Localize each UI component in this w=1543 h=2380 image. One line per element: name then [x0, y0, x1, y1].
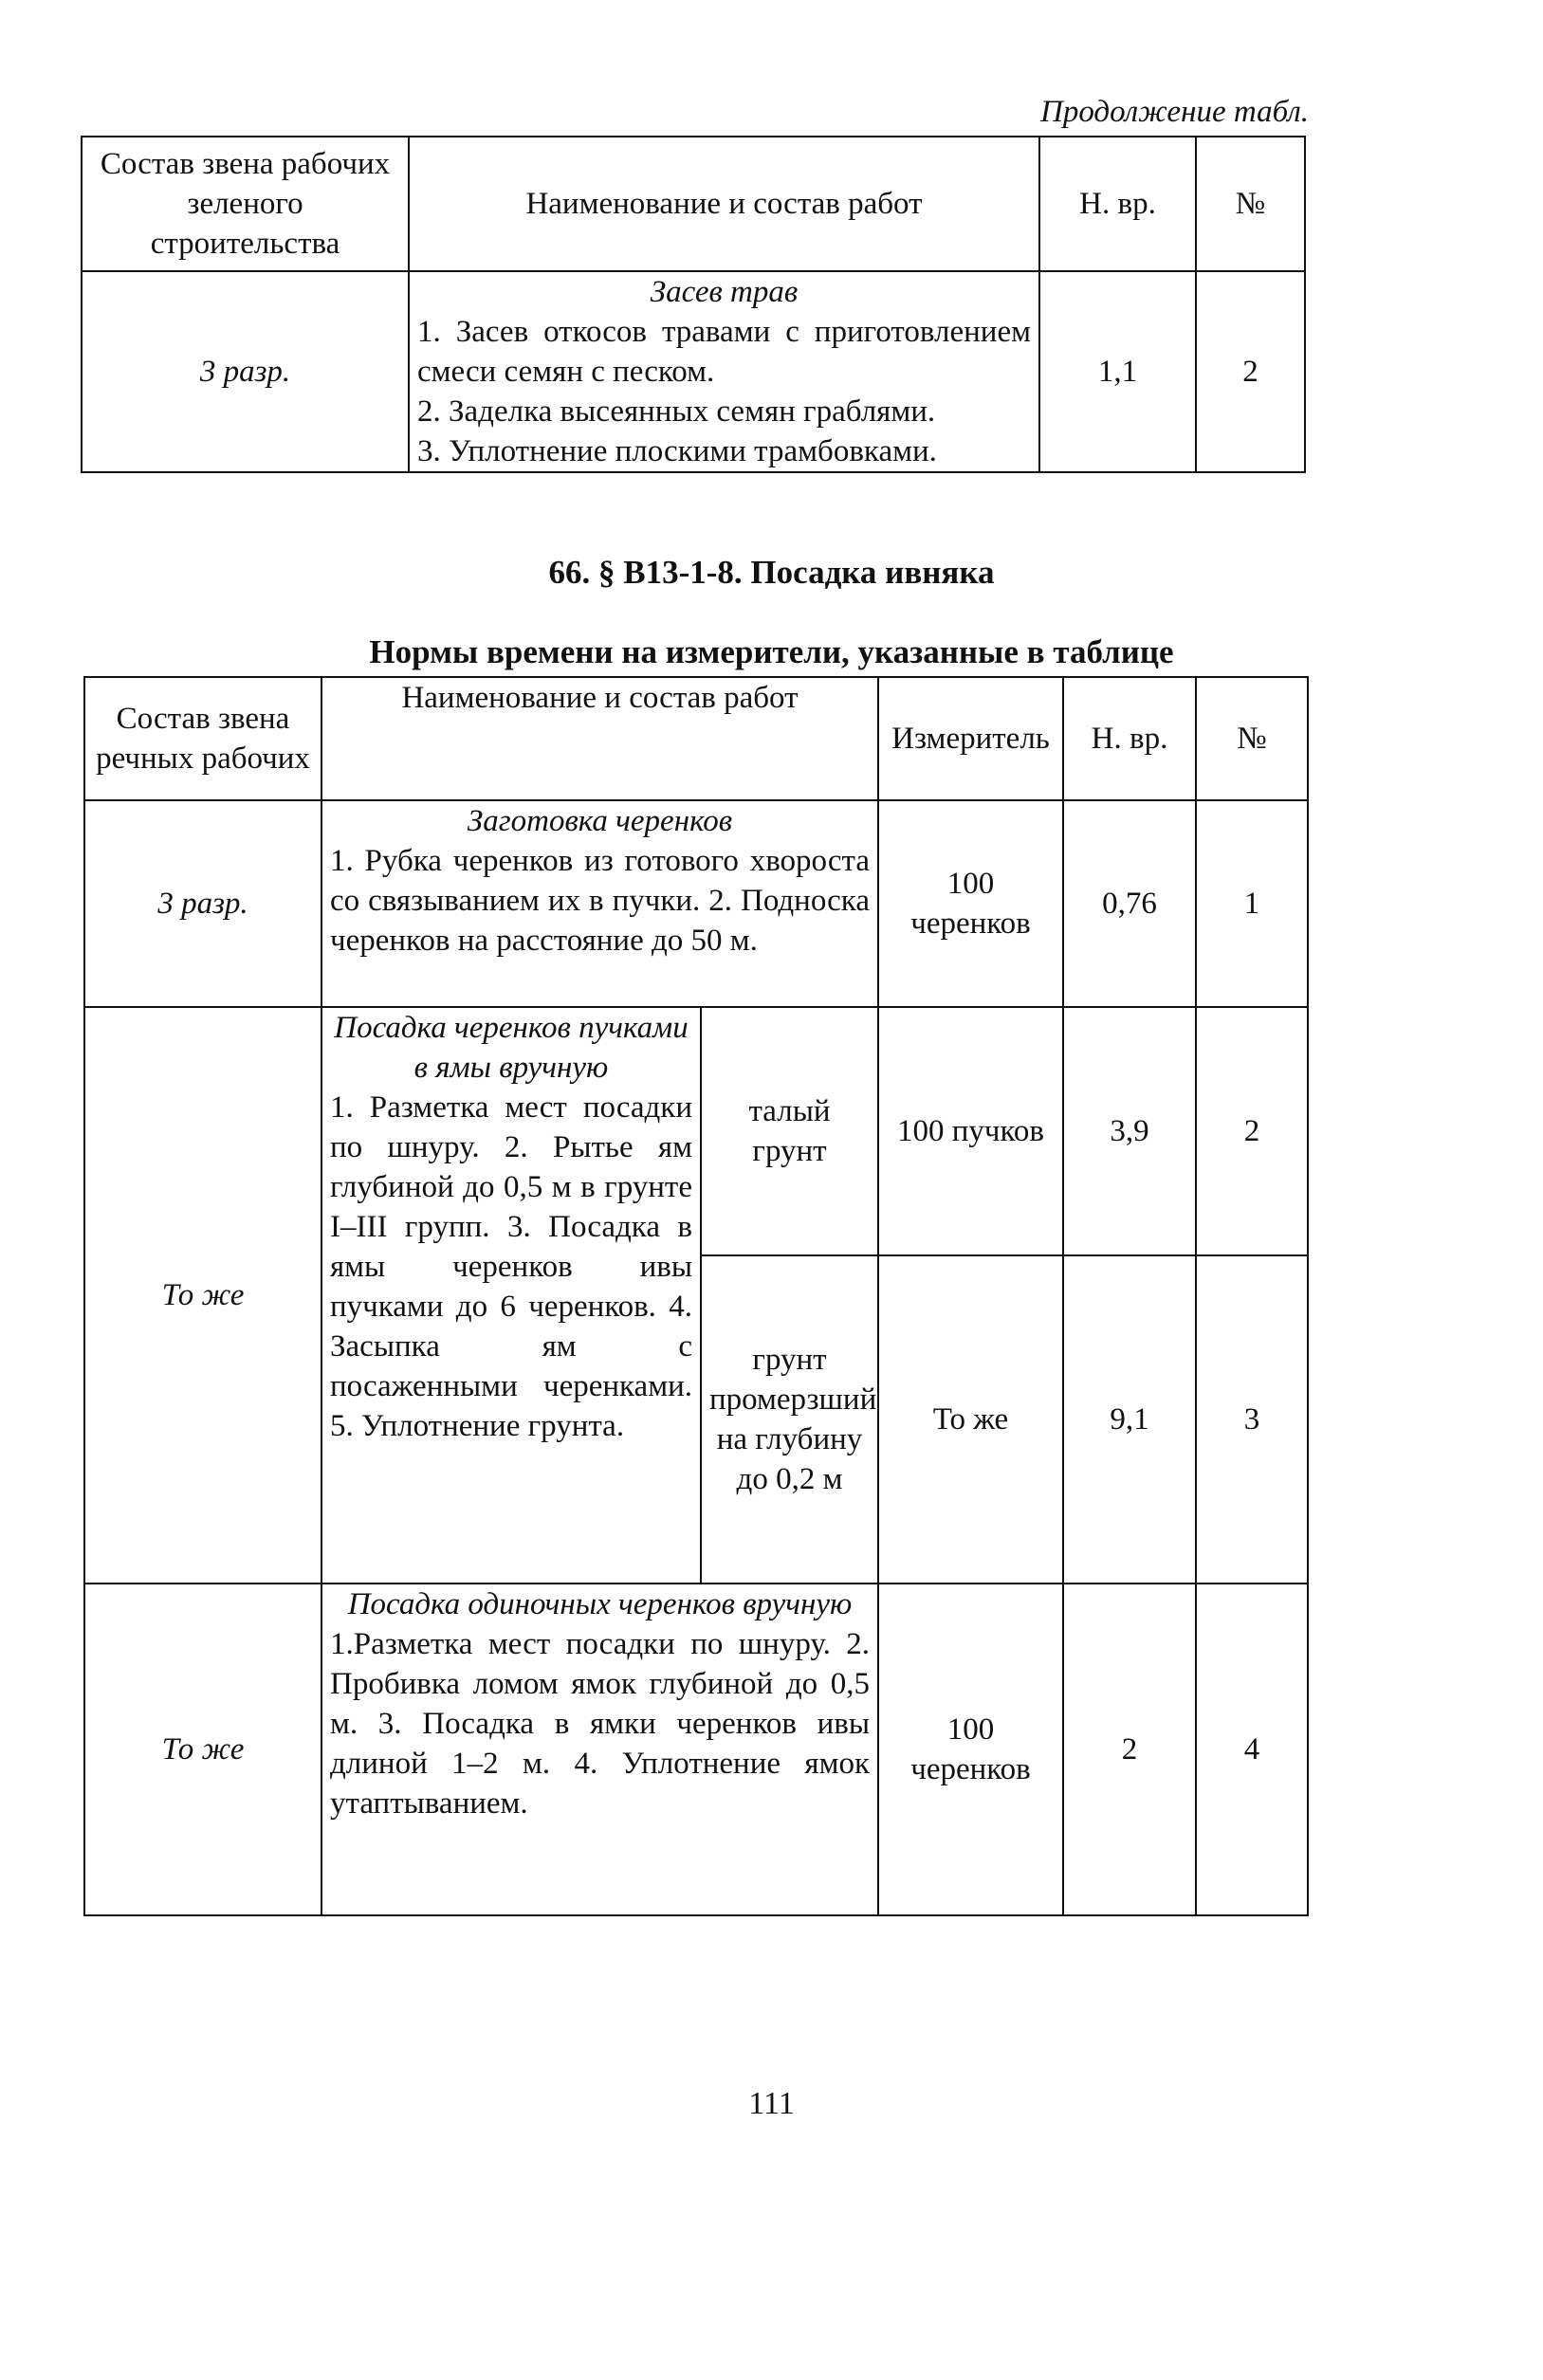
- header-name: Наименование и состав работ: [409, 137, 1039, 271]
- table-row: [84, 800, 1308, 1007]
- work-description: [409, 271, 1039, 472]
- table-row: [82, 271, 1305, 472]
- header-name: Наименование и состав работ: [321, 677, 878, 800]
- norm-cell: 2: [1063, 1584, 1196, 1915]
- work-description: [321, 1584, 878, 1915]
- num-cell: 1: [1196, 800, 1308, 1007]
- page-number: 111: [748, 2086, 795, 2121]
- crew-cell: 3 разр.: [82, 271, 409, 472]
- header-norm: Н. вр.: [1063, 677, 1196, 800]
- work-body: 1. Разметка мест посадки по шнуру. 2. Рытье ям глубиной до 0,5 м в грунте I–III групп. 3. Посадка в ямы черенков ивы пучками до 6 черенков. 4. Засыпка ям с посаженными черенками. 5. Уплотнение грунта.: [330, 1090, 692, 1443]
- num-cell: 2: [1196, 271, 1305, 472]
- table-willow-planting: [83, 676, 1309, 1916]
- condition-cell: талый грунт: [701, 1007, 878, 1255]
- table-row: [84, 1007, 1308, 1255]
- table-caption: Нормы времени на измерители, указанные в таблице: [369, 633, 1174, 670]
- header-norm: Н. вр.: [1039, 137, 1196, 271]
- num-cell: 2: [1196, 1007, 1308, 1255]
- header-unit: Измеритель: [878, 677, 1063, 800]
- crew-cell: То же: [84, 1007, 321, 1584]
- norm-cell: 3,9: [1063, 1007, 1196, 1255]
- header-num: №: [1196, 677, 1308, 800]
- num-cell: 4: [1196, 1584, 1308, 1915]
- table-header-row: [82, 137, 1305, 271]
- unit-cell: 100 черенков: [878, 1584, 1063, 1915]
- crew-cell: То же: [84, 1584, 321, 1915]
- norm-cell: 1,1: [1039, 271, 1196, 472]
- header-crew: Состав звена речных рабочих: [84, 677, 321, 800]
- work-item: 1. Засев откосов травами с приготовлением смеси семян с песком.: [417, 315, 1031, 389]
- work-title: Заготовка черенков: [467, 804, 733, 838]
- unit-cell: 100 черенков: [878, 800, 1063, 1007]
- table-header-row: [84, 677, 1308, 800]
- unit-cell: 100 пучков: [878, 1007, 1063, 1255]
- work-item: 3. Уплотнение плоскими трамбовками.: [417, 434, 937, 468]
- continuation-label: Продолжение табл.: [1040, 95, 1309, 129]
- unit-cell: То же: [878, 1255, 1063, 1584]
- work-description: [321, 1007, 701, 1584]
- num-cell: 3: [1196, 1255, 1308, 1584]
- crew-cell: 3 разр.: [84, 800, 321, 1007]
- work-description: [321, 800, 878, 1007]
- norm-cell: 0,76: [1063, 800, 1196, 1007]
- work-title: Посадка черенков пучками в ямы вручную: [334, 1011, 689, 1085]
- work-body: 1.Разметка мест посадки по шнуру. 2. Пробивка ломом ямок глубиной до 0,5 м. 3. Посадка в ямки черенков ивы длиной 1–2 м. 4. Уплотнение ямок утаптыванием.: [330, 1627, 870, 1821]
- work-item: 2. Заделка высеянных семян граблями.: [417, 394, 936, 429]
- norm-cell: 9,1: [1063, 1255, 1196, 1584]
- work-title: Засев трав: [650, 275, 799, 309]
- section-title: 66. § В13-1-8. Посадка ивняка: [548, 554, 995, 591]
- condition-cell: грунт промерзший на глубину до 0,2 м: [701, 1255, 878, 1584]
- header-crew: Состав звена рабочих зеленого строительства: [82, 137, 409, 271]
- work-title: Посадка одиночных черенков вручную: [347, 1587, 853, 1621]
- header-num: №: [1196, 137, 1305, 271]
- table-grass-sowing: [81, 136, 1306, 473]
- work-body: 1. Рубка черенков из готового хвороста со связыванием их в пучки. 2. Подноска черенков на расстояние до 50 м.: [330, 844, 870, 958]
- table-row: [84, 1584, 1308, 1915]
